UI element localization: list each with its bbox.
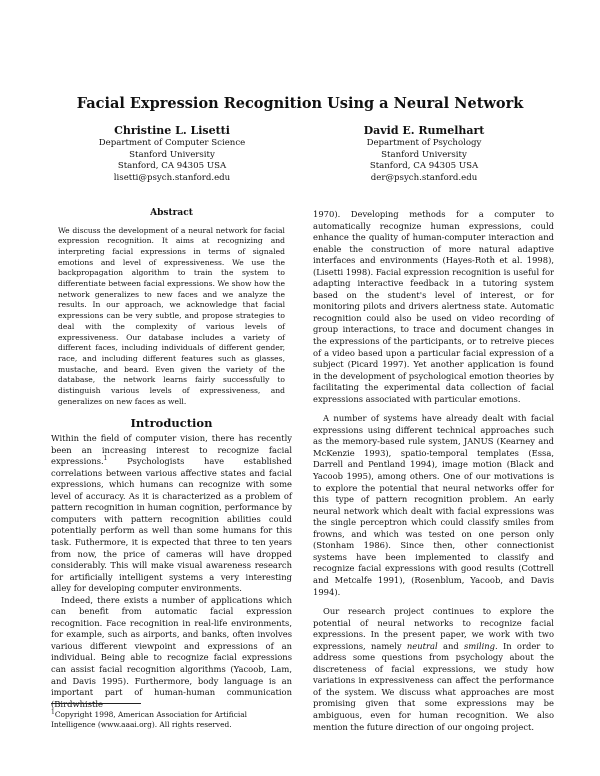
author-university: Stanford University (381, 149, 467, 160)
author-city: Stanford, CA 94305 USA (369, 161, 479, 172)
intro-p1-rest: Psychologists have established correlations between various affective states and facial expressions, which humans can recognize with some level of accuracy. As it is characterized as a problem of pattern recognition in human cognition, performance by computers with pattern recognition abilities could potentially perform as well than some humans for this task. Futhermore, it is expected that three to ten years from now, the price of cameras will have dropped considerably. This will make visual awareness research for artificially intelligent systems a very interesting alley for developing computer environments. (51, 456, 292, 594)
footnote-text: Copyright 1998, American Association for Artificial Intelligence (www.aaai.org). All rights reserved. (51, 710, 247, 729)
author-name: David E. Rumelhart (363, 124, 485, 137)
left-column (51, 208, 292, 710)
author-department: Department of Computer Science (98, 138, 246, 148)
author-university: Stanford University (129, 149, 215, 160)
paper-title: Facial Expression Recognition Using a Neural Network (76, 95, 524, 112)
right-column (313, 209, 554, 733)
introduction-heading: Introduction (130, 415, 213, 430)
intro-paragraph-2: Indeed, there exists a number of applications which can benefit from automatic facial expression recognition. Face recognition in real-life environments, for example, such as airports, and banks, often involves various different viewpoint and expressions of an individual. Being able to recognize facial expressions can assist facial recognition algorithms (Yacoob, Lam, and Davis 1995). Furthermore, body language is an important part of human-human communication (Birdwhistle (51, 594, 292, 709)
author-name: Christine L. Lisetti (114, 124, 230, 137)
expression-neutral: neutral (406, 640, 438, 651)
footnote-ref: 1 (103, 455, 108, 463)
author-email: lisetti@psych.stanford.edu (113, 172, 231, 183)
intro-paragraph-continued: 1970). Developing methods for a computer to automatically recognize human expressions, could enhance the quality of human-computer interaction and enable the construction of more natural adaptive interfaces and environments (Hayes-Roth et al. 1998), (Lisetti 1998). Facial expression recognition is useful for adapting interactive feedback in a tutoring system based on the student's level of interest, or for monitoring pilots and drivers alertness state. Automatic recognition could also be used on video recording of group interactions, to trace and document changes in the expressions of the participants, or to retreive pieces of a video based upon a particular facial expression of a subject (Picard 1997). Yet another application is found in the development of psychological emotion theories by facilitating the experimental data collection of facial expressions associated with particular emotions. (313, 209, 554, 404)
footnote-rule (51, 703, 141, 704)
footnote-mark: 1 (51, 708, 55, 716)
intro-p4-rest: . In order to address some questions from psychology about the discreteness of facial expressions, we study how variations in expressiveness can affect the performance of the system. We discuss what approaches are most promising given that some expressions may be ambiguous, even for human recognition. We also mention the future direction of our ongoing project. (313, 640, 554, 732)
intro-p1-start: Within the field of computer vision, there has recently been an increasing interest to recognize facial expressions. (51, 433, 292, 467)
author-city: Stanford, CA 94305 USA (117, 161, 227, 172)
intro-p4-start: Our research project continues to explore the potential of neural networks to recognize facial expressions. In the present paper, we work with two expressions, namely (313, 606, 554, 651)
author-email: der@psych.stanford.edu (370, 172, 478, 183)
expression-smiling: smiling (464, 640, 496, 651)
author-block-1 (52, 124, 292, 184)
abstract-text: We discuss the development of a neural network for facial expression recognition. It aims at recognizing and interpreting facial expressions in terms of signaled emotions and level of expressiveness. We use the backpropagation algorithm to train the system to differentiate between facial expressions. We show how the network generalizes to new faces and we analyze the results. In our approach, we acknowledge that facial expressions can be very subtle, and propose strategies to deal with the complexity of various levels of expressiveness. Our database includes a variety of different faces, including individuals of different gender, race, and including different features such as glasses, mustache, and beard. Even given the variety of the database, the network learns fairly successfully to distinguish various levels of expressiveness, and generalizes on new faces as well. (58, 225, 285, 406)
intro-paragraph-1 (51, 433, 292, 595)
author-block-2 (304, 124, 544, 184)
intro-p4-and: and (437, 640, 464, 651)
intro-paragraph-4 (313, 606, 554, 733)
footnote (51, 703, 292, 730)
intro-paragraph-3: A number of systems have already dealt with facial expressions using different technical approaches such as the memory-based rule system, JANUS (Kearney and McKenzie 1993), spatio-temporal templates (Essa, Darrell and Pentland 1994), image motion (Black and Yacoob 1995), among others. One of our motivations is to explore the potential that neural networks offer for this type of pattern recognition problem. An early neural network which dealt with facial expressions was the single perceptron which could classify smiles from frowns, and which was tested on one person only (Stonham 1986). Since then, other connectionist systems have been implemented to classify and recognize facial expressions with good results (Cottrell and Metcalfe 1991), (Rosenblum, Yacoob, and Davis 1994). (313, 413, 554, 597)
author-department: Department of Psychology (366, 138, 482, 148)
abstract-heading: Abstract (150, 208, 193, 218)
